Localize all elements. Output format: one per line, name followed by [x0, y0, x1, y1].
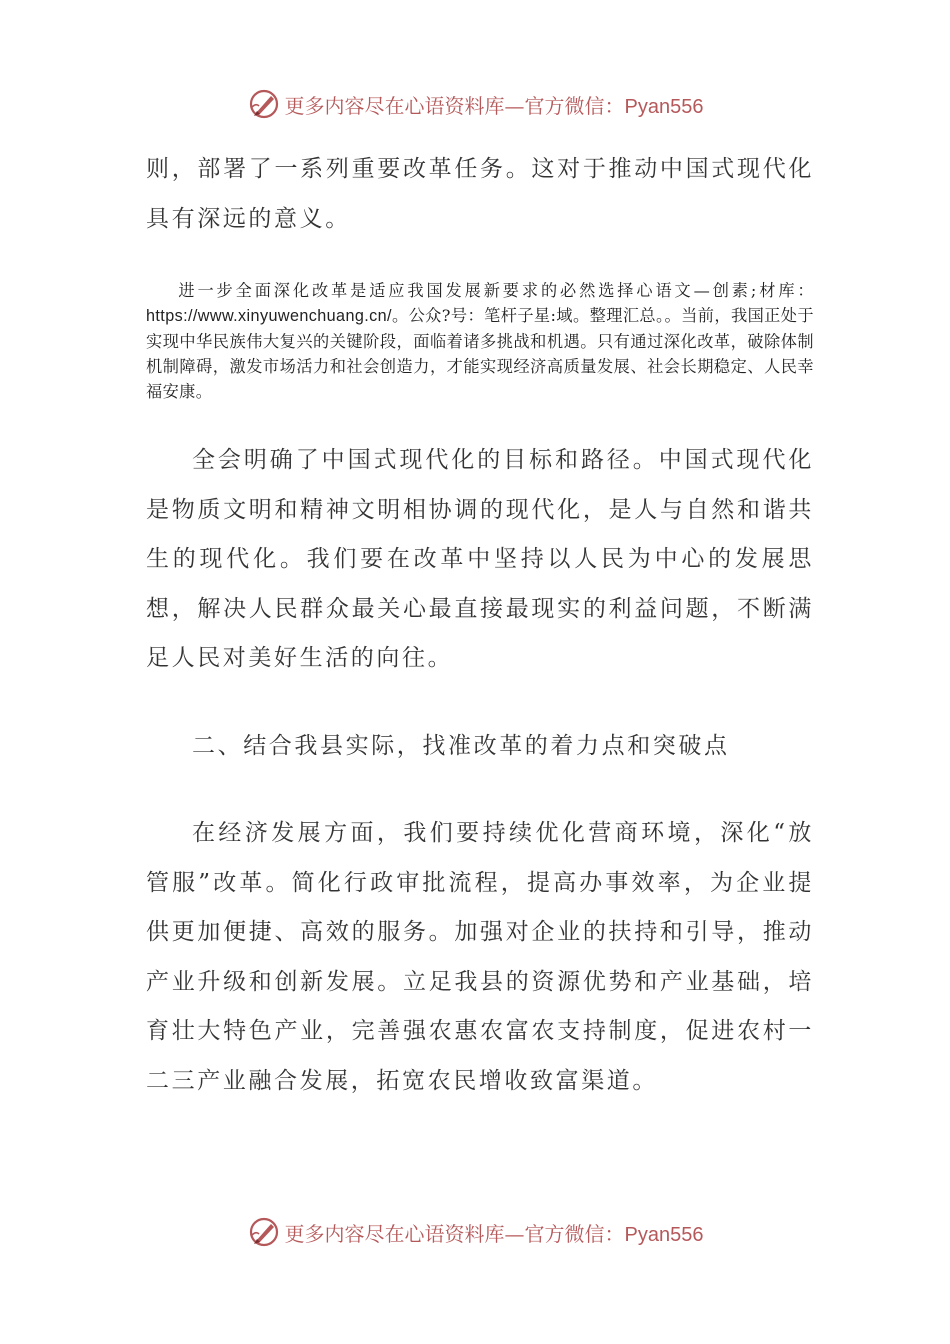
header-banner — [0, 84, 950, 124]
pen-logo-icon — [247, 1215, 281, 1249]
footer-banner — [0, 1212, 950, 1252]
header-banner-text — [285, 90, 704, 119]
header-contact-id: Pyan556 — [624, 95, 704, 118]
footer-banner-text — [285, 1218, 704, 1247]
footer-contact-id: Pyan556 — [624, 1223, 704, 1246]
header-banner-label: 更多内容尽在心语资料库—官方微信： — [284, 93, 625, 118]
paragraph-3: 全会明确了中国式现代化的目标和路径。中国式现代化是物质文明和精神文明相协调的现代化，是人与自然和谐共生的现代化。我们要在改革中坚持以人民为中心的发展思想，解决人民群众最关心最直接最现实的利益问题，不断满足人民对美好生活的向往。 — [146, 447, 814, 671]
source-url: https://www.xinyuwenchuang.cn/ — [146, 307, 392, 325]
paragraph-1: 则，部署了一系列重要改革任务。这对于推动中国式现代化具有深远的意义。 — [146, 156, 814, 232]
paragraph-2 — [146, 278, 814, 404]
paragraph-2-lead: 进一步全面深化改革是适应我国发展新要求的必然选择心语文—创素;材库： — [178, 281, 814, 300]
paragraph-4: 在经济发展方面，我们要持续优化营商环境，深化“放管服”改革。简化行政审批流程，提高办事效率，为企业提供更加便捷、高效的服务。加强对企业的扶持和引导，推动产业升级和创新发展。立足我县的资源优势和产业基础，培育壮大特色产业，完善强农惠农富农支持制度，促进农村一二三产业融合发展，拓宽农民增收致富渠道。 — [146, 820, 814, 1094]
pen-logo-icon — [247, 87, 281, 121]
footer-banner-label: 更多内容尽在心语资料库—官方微信： — [284, 1221, 625, 1246]
section-heading-2: 二、结合我县实际，找准改革的着力点和突破点 — [192, 732, 730, 759]
paragraph-2-rest: 。公众?号：笔杆子星:域。整理汇总。。当前，我国正处于实现中华民族伟大复兴的关键阶段，面临着诸多挑战和机遇。只有通过深化改革，破除体制机制障碍，激发市场活力和社会创造力，才能实现经济高质量发展、社会长期稳定、人民幸福安康。 — [146, 306, 814, 401]
document-body — [146, 145, 814, 1106]
